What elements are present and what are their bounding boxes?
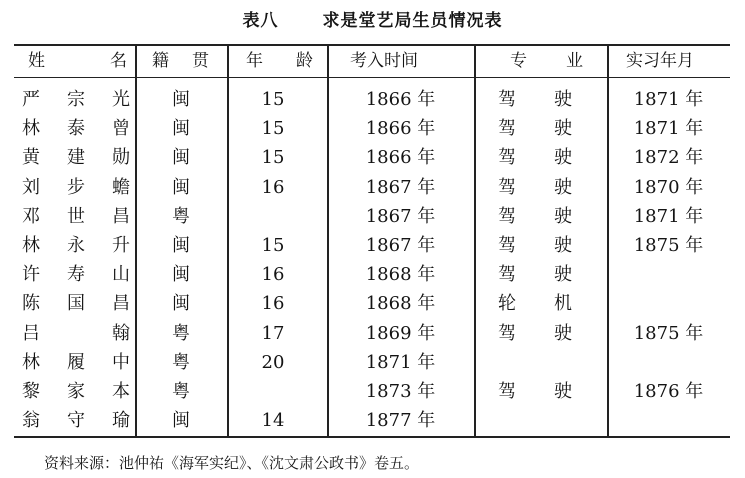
major-char: 驾 (498, 147, 516, 169)
student-name (22, 85, 130, 114)
name-char: 瑜 (112, 410, 130, 432)
entry-year: 1868 年 (365, 293, 436, 315)
major-char: 驶 (554, 235, 572, 256)
internship-year: 1876 年 (633, 381, 704, 402)
name-char: 陈 (22, 293, 40, 315)
native-place: 闽 (172, 293, 190, 315)
major-char: 驶 (554, 381, 572, 402)
name-char: 宗 (67, 89, 85, 110)
header-native-2: 贯 (192, 51, 209, 71)
table-title (0, 6, 745, 31)
major-char: 驾 (498, 205, 516, 227)
name-char: 许 (22, 264, 40, 286)
header-major-1: 专 (510, 51, 527, 71)
major-char: 驾 (498, 176, 516, 198)
name-char: 世 (67, 205, 85, 227)
header-name-1: 姓 (28, 51, 45, 71)
native-place: 闽 (172, 264, 190, 286)
name-char: 本 (112, 381, 130, 402)
student-name (22, 319, 130, 348)
native-place: 粤 (172, 351, 190, 373)
name-char: 曾 (112, 118, 130, 140)
name-char: 林 (22, 351, 40, 373)
table-row (14, 143, 730, 172)
name-char: 勋 (112, 147, 130, 169)
major-char: 驶 (554, 322, 572, 344)
age: 16 (261, 176, 285, 198)
student-name (22, 114, 130, 143)
major-char: 驾 (498, 322, 516, 344)
age: 16 (261, 264, 285, 286)
header-intern: 实习年月 (626, 51, 694, 71)
source-note: 资料来源：池仲祐《海军实纪》、《沈文肃公政书》卷五。 (44, 454, 420, 472)
name-char: 国 (67, 293, 85, 315)
header-name-2: 名 (110, 51, 127, 71)
age: 15 (261, 89, 285, 110)
internship-year: 1875 年 (633, 235, 704, 256)
name-char: 寿 (67, 264, 85, 286)
name-char: 蟾 (112, 176, 130, 198)
table-row (14, 348, 730, 377)
name-char: 昌 (112, 293, 130, 315)
student-table (14, 44, 730, 438)
major-char: 驶 (554, 176, 572, 198)
header-entry: 考入时间 (350, 51, 418, 71)
name-char: 光 (112, 89, 130, 110)
name-char: 步 (67, 176, 85, 198)
name-char: 吕 (22, 322, 40, 344)
age: 15 (261, 118, 285, 140)
table-number: 表八 (242, 11, 279, 31)
major-char: 驾 (498, 381, 516, 402)
internship-year: 1871 年 (633, 205, 704, 227)
header-native-1: 籍 (152, 51, 169, 71)
table-row (14, 173, 730, 202)
internship-year: 1872 年 (633, 147, 704, 169)
entry-year: 1866 年 (365, 147, 436, 169)
name-char: 黎 (22, 381, 40, 402)
name-char: 升 (112, 235, 130, 256)
native-place: 闽 (172, 118, 190, 140)
major-char: 驶 (554, 118, 572, 140)
student-name (22, 143, 130, 172)
entry-year: 1867 年 (365, 205, 436, 227)
major-char: 驶 (554, 147, 572, 169)
name-char: 昌 (112, 205, 130, 227)
name-char: 林 (22, 118, 40, 140)
entry-year: 1866 年 (365, 118, 436, 140)
age: 20 (261, 351, 285, 373)
native-place: 闽 (172, 147, 190, 169)
internship-year: 1870 年 (633, 176, 704, 198)
table-row (14, 85, 730, 114)
name-char: 严 (22, 89, 40, 110)
age: 15 (261, 147, 285, 169)
table-row (14, 114, 730, 143)
entry-year: 1867 年 (365, 235, 436, 256)
table-row (14, 260, 730, 289)
native-place: 闽 (172, 176, 190, 198)
name-char: 家 (67, 381, 85, 402)
student-name (22, 377, 130, 406)
name-char: 邓 (22, 205, 40, 227)
major-char: 驾 (498, 264, 516, 286)
name-char: 林 (22, 235, 40, 256)
major-char: 驾 (498, 118, 516, 140)
student-name (22, 289, 130, 318)
header-age-1: 年 (246, 51, 263, 71)
header-age-2: 龄 (296, 51, 313, 71)
student-name (22, 231, 130, 260)
native-place: 闽 (172, 410, 190, 432)
age: 16 (261, 293, 285, 315)
header-major-2: 业 (566, 51, 583, 71)
student-name (22, 260, 130, 289)
student-name (22, 406, 130, 435)
native-place: 闽 (172, 235, 190, 256)
age: 17 (261, 322, 285, 344)
name-char: 建 (67, 147, 85, 169)
name-char: 翁 (22, 410, 40, 432)
name-char: 守 (67, 410, 85, 432)
entry-year: 1871 年 (365, 351, 436, 373)
table-row (14, 231, 730, 260)
table-title-text: 求是堂艺局生员情况表 (322, 11, 503, 31)
entry-year: 1869 年 (365, 322, 436, 344)
table-row (14, 202, 730, 231)
entry-year: 1866 年 (365, 89, 436, 110)
name-char: 泰 (67, 118, 85, 140)
student-name (22, 348, 130, 377)
major-char: 机 (554, 293, 572, 315)
name-char: 黄 (22, 147, 40, 169)
major-char: 驶 (554, 264, 572, 286)
student-name (22, 173, 130, 202)
major-char: 驶 (554, 205, 572, 227)
student-name (22, 202, 130, 231)
native-place: 粤 (172, 381, 190, 402)
internship-year: 1871 年 (633, 89, 704, 110)
native-place: 闽 (172, 89, 190, 110)
name-char: 山 (112, 264, 130, 286)
name-char: 履 (67, 351, 85, 373)
native-place: 粤 (172, 322, 190, 344)
major-char: 驾 (498, 235, 516, 256)
entry-year: 1868 年 (365, 264, 436, 286)
major-char: 轮 (498, 293, 516, 315)
entry-year: 1877 年 (365, 410, 436, 432)
age: 14 (261, 410, 285, 432)
name-char: 永 (67, 235, 85, 256)
table-row (14, 377, 730, 406)
name-char: 翰 (112, 322, 130, 344)
entry-year: 1873 年 (365, 381, 436, 402)
internship-year: 1871 年 (633, 118, 704, 140)
name-char: 刘 (22, 176, 40, 198)
table-row (14, 406, 730, 435)
table-header (14, 46, 730, 78)
major-char: 驶 (554, 89, 572, 110)
native-place: 粤 (172, 205, 190, 227)
entry-year: 1867 年 (365, 176, 436, 198)
major-char: 驾 (498, 89, 516, 110)
table-row (14, 289, 730, 318)
age: 15 (261, 235, 285, 256)
name-char: 中 (112, 351, 130, 373)
table-row (14, 319, 730, 348)
internship-year: 1875 年 (633, 322, 704, 344)
